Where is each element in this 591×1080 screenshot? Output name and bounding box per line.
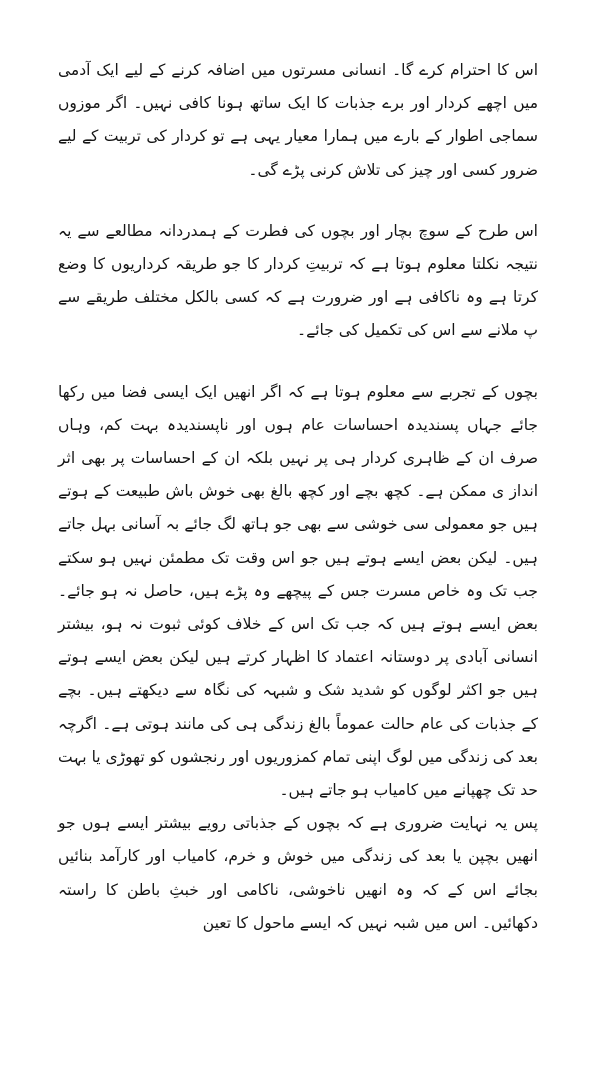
page-body-text [58,54,538,940]
paragraph-3: بچوں کے تجربے سے معلوم ہوتا ہے کہ اگر انھیں ایک ایسی فضا میں رکھا جائے جہاں پسندیدہ احساسات عام ہوں اور ناپسندیدہ بہت کم، وہاں صرف ان کے ظاہری کردار ہی پر نہیں بلکہ ان کے احساسات پر بھی اثر انداز ی ممکن ہے۔ کچھ بچے اور کچھ بالغ بھی خوش باش طبیعت کے ہوتے ہیں جو معمولی سی خوشی سے بھی جو ہاتھ لگ جائے بہ آسانی بہل جاتے ہیں۔ لیکن بعض ایسے ہوتے ہیں جو اس وقت تک مطمئن نہیں ہو سکتے جب تک وہ خاص مسرت جس کے پیچھے وہ پڑے ہیں، حاصل نہ ہو جائے۔ بعض ایسے ہوتے ہیں کہ جب تک اس کے خلاف کوئی ثبوت نہ ہو، بیشتر انسانی آبادی پر دوستانہ اعتماد کا اظہار کرتے ہیں لیکن بعض ایسے ہوتے ہیں جو اکثر لوگوں کو شدید شک و شبہہ کی نگاہ سے دیکھتے ہیں۔ بچے کے جذبات کی عام حالت عموماً بالغ زندگی ہی کی مانند ہوتی ہے۔ اگرچہ بعد کی زندگی میں لوگ اپنی تمام کمزوریوں اور رنجشوں کو تھوڑی یا بہت حد تک چھپانے میں کامیاب ہو جاتے ہیں۔ [58,382,538,800]
paragraph-1: اس کا احترام کرے گا۔ انسانی مسرتوں میں اضافہ کرنے کے لیے ایک آدمی میں اچھے کردار اور برے جذبات کا ایک ساتھ ہونا کافی نہیں۔ اگر موزوں سماجی اطوار کے بارے میں ہمارا معیار یہی ہے تو کردار کی تربیت کے لیے ضرور کسی اور چیز کی تلاش کرنی پڑے گی۔ [58,61,538,179]
paragraph-4: پس یہ نہایت ضروری ہے کہ بچوں کے جذباتی رویے بیشتر ایسے ہوں جو انھیں بچپن یا بعد کی زندگی میں خوش و خرم، کامیاب اور کارآمد بنائیں بجائے اس کے کہ وہ انھیں ناخوشی، ناکامی اور خبثِ باطن کا راستہ دکھائیں۔ اس میں شبہ نہیں کہ ایسے ماحول کا تعین [58,814,538,932]
paragraph-2: اس طرح کے سوچ بچار اور بچوں کی فطرت کے ہمدردانہ مطالعے سے یہ نتیجہ نکلتا معلوم ہوتا ہے کہ تربیتِ کردار کا جو طریقہ کرداریوں کا وضع کرتا ہے وہ ناکافی ہے اور ضرورت ہے کہ کسی بالکل مختلف طریقے سے پ ملانے سے اس کی تکمیل کی جائے۔ [58,221,538,340]
paragraph-spacer [58,187,538,215]
paragraph-spacer [58,348,538,376]
